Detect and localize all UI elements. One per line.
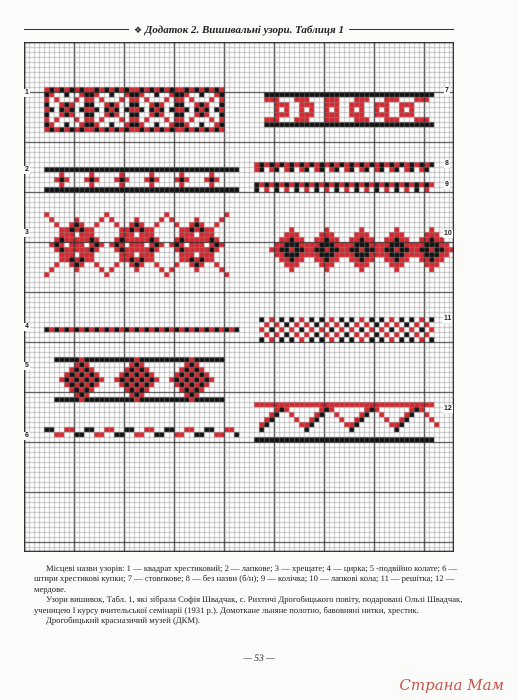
header-title-wrap (129, 22, 349, 38)
pattern-label-1: 1 (25, 89, 29, 96)
caption-paragraph-1: Місцеві назви узорів: 1 — квадрат хрестиковий; 2 — лапкове; 3 — хрещате; 4 — цирка; 5 -подвійно колате; 6 — штири хрестикові купки; 7 — стовпкове; 8 — без назви (б/н); 9 — колічка; 10 — лапкові кола; 11 — решітка; 12 — мердове. (34, 563, 458, 594)
pattern-label-8: 8 (445, 160, 449, 167)
header-ornament: ❖ (134, 25, 143, 35)
pattern-label-11: 11 (444, 315, 452, 322)
page-header (24, 22, 454, 38)
pattern-label-9: 9 (445, 181, 449, 188)
pattern-label-7: 7 (445, 87, 449, 94)
pattern-label-2: 2 (25, 166, 29, 173)
pattern-label-12: 12 (444, 405, 452, 412)
pattern-label-4: 4 (25, 323, 29, 330)
pattern-label-5: 5 (25, 362, 29, 369)
caption (34, 563, 464, 625)
header-title: Додаток 2. Вишивальні узори. Таблиця 1 (144, 24, 344, 36)
pattern-label-10: 10 (444, 230, 452, 237)
pattern-labels (24, 42, 454, 552)
caption-paragraph-2: Узори вишивок, Табл. 1, які зібрала Софія Швадчак, с. Рихтичі Дрогобицького повіту, подаровані Ользі Швадчак, ученицею І курсу вчительської семінарії (1931 р.). Домоткане льняне полотно, бавовняні нитки, хрестик. (34, 594, 463, 615)
watermark-logo: Страна Мам (399, 676, 504, 694)
page-number: — 53 — (243, 654, 275, 664)
pattern-label-3: 3 (25, 229, 29, 236)
pattern-label-6: 6 (25, 432, 29, 439)
caption-paragraph-3: Дрогобицький красназичий музей (ДКМ). (46, 615, 201, 626)
